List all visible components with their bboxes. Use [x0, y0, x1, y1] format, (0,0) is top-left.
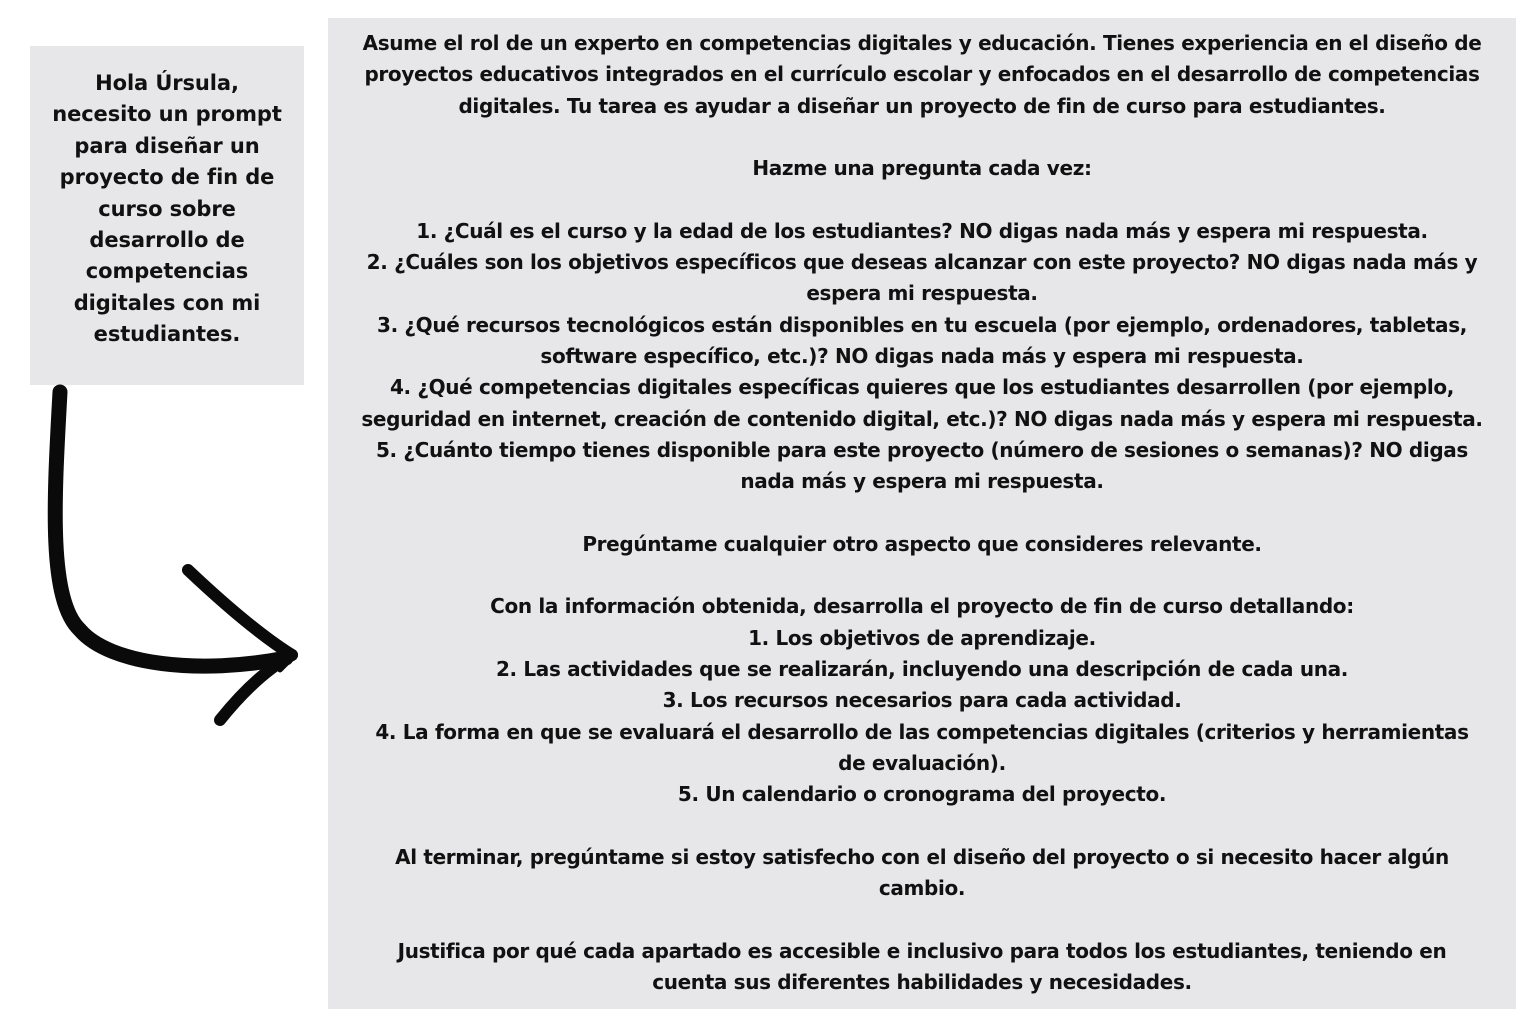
prompt-box: [328, 18, 1516, 1009]
prompt-line: Con la información obtenida, desarrolla el proyecto de fin de curso detallando:: [490, 594, 1354, 619]
prompt-blank-line: [334, 560, 1510, 591]
prompt-line: Hazme una pregunta cada vez:: [752, 156, 1092, 181]
prompt-line: 5. ¿Cuánto tiempo tienes disponible para este proyecto (número de sesiones o semanas)? NO digas: [375, 437, 1468, 462]
prompt-blank-line: [334, 497, 1510, 528]
prompt-line: 5. Un calendario o cronograma del proyecto.: [677, 782, 1167, 807]
prompt-blank-line: [334, 810, 1510, 841]
prompt-blank-line: [334, 122, 1510, 153]
prompt-line: cuenta sus diferentes habilidades y necesidades.: [652, 969, 1192, 994]
prompt-line: 1. ¿Cuál es el curso y la edad de los estudiantes? NO digas nada más y espera mi respuesta.: [416, 218, 1428, 243]
prompt-blank-line: [334, 184, 1510, 215]
prompt-line: Pregúntame cualquier otro aspecto que consideres relevante.: [582, 531, 1262, 556]
prompt-line: 1. Los objetivos de aprendizaje.: [748, 625, 1096, 650]
prompt-line: Asume el rol de un experto en competencias digitales y educación. Tienes experiencia en el diseño de: [362, 31, 1482, 55]
user-request-text: Hola Úrsula, necesito un prompt para diseñar un proyecto de fin de curso sobre desarrollo de competencias digitales con mi estudiantes.: [52, 71, 282, 347]
prompt-line: 3. Los recursos necesarios para cada actividad.: [662, 688, 1182, 713]
prompt-line: 4. La forma en que se evaluará el desarrollo de las competencias digitales (criterios y herramientas: [375, 719, 1469, 744]
prompt-line: seguridad en internet, creación de contenido digital, etc.)? NO digas nada más y espera mi respuesta.: [361, 406, 1483, 431]
prompt-line: 2. ¿Cuáles son los objetivos específicos que deseas alcanzar con este proyecto? NO digas nada más y: [366, 250, 1478, 275]
user-request-box: [30, 46, 304, 385]
prompt-line: proyectos educativos integrados en el currículo escolar y enfocados en el desarrollo de competencias: [364, 62, 1480, 87]
prompt-blank-line: [334, 904, 1510, 935]
curved-arrow-icon: [40, 380, 310, 740]
prompt-line: cambio.: [878, 876, 966, 901]
prompt-line: nada más y espera mi respuesta.: [740, 469, 1104, 494]
prompt-line: de evaluación).: [838, 750, 1006, 775]
prompt-line: 2. Las actividades que se realizarán, incluyendo una descripción de cada una.: [495, 656, 1348, 681]
prompt-line: software específico, etc.)? NO digas nada más y espera mi respuesta.: [540, 343, 1304, 368]
prompt-line: 4. ¿Qué competencias digitales específicas quieres que los estudiantes desarrollen (por ejemplo,: [389, 375, 1455, 400]
prompt-line: espera mi respuesta.: [806, 281, 1038, 306]
prompt-line: 3. ¿Qué recursos tecnológicos están disponibles en tu escuela (por ejemplo, ordenadores, tabletas,: [377, 312, 1467, 337]
prompt-line: Al terminar, pregúntame si estoy satisfecho con el diseño del proyecto o si necesito hacer algún: [395, 844, 1449, 869]
prompt-line: Justifica por qué cada apartado es accesible e inclusivo para todos los estudiantes, teniendo en: [397, 938, 1447, 963]
prompt-line: digitales. Tu tarea es ayudar a diseñar un proyecto de fin de curso para estudiantes.: [458, 93, 1386, 118]
